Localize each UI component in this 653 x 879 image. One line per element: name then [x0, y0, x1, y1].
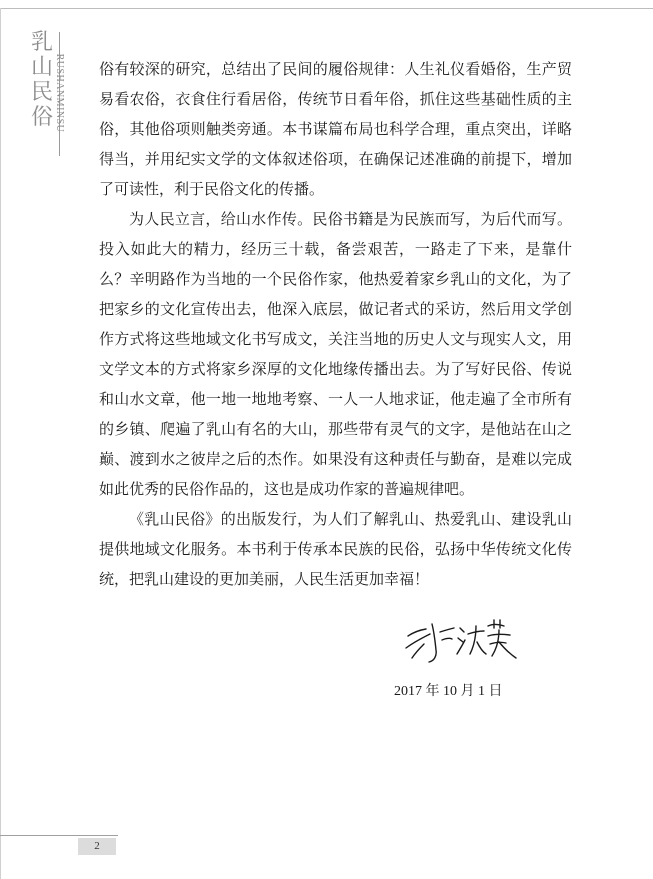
- signature-date: 2017 年 10 月 1 日: [394, 684, 503, 699]
- body-text: [99, 54, 572, 594]
- book-title-pinyin: RUSHANMINSU: [54, 53, 65, 133]
- paragraph-continuation: 俗有较深的研究，总结出了民间的履俗规律：人生礼仪看婚俗，生产贸易看农俗，衣食住行看居俗，传统节日看年俗，抓住这些基础性质的主俗，其他俗项则触类旁通。本书谋篇布局也科学合理，重点突出，详略得当，并用纪实文学的文体叙述俗项，在确保记述准确的前提下，增加了可读性，利于民俗文化的传播。: [99, 60, 572, 198]
- paragraph: 为人民立言，给山水作传。民俗书籍是为民族而写，为后代而写。投入如此大的精力，经历三十载，备尝艰苦，一路走了下来，是靠什么？辛明路作为当地的一个民俗作家，他热爱着家乡乳山的文化，为了把家乡的文化宣传出去，他深入底层，做记者式的采访，然后用文学创作方式将这些地域文化书写成文，关注当地的历史人文与现实人文，用文学文本的方式将家乡深厚的文化地缘传播出去。为了写好民俗、传说和山水文章，他一地一地地考察、一人一人地求证，他走遍了全市所有的乡镇、爬遍了乳山有名的大山，那些带有灵气的文字，是他站在山之巅、渡到水之彼岸之后的杰作。如果没有这种责任与勤奋，是难以完成如此优秀的民俗作品的，这也是成功作家的普遍规律吧。: [99, 210, 572, 498]
- paragraph: 《乳山民俗》的出版发行，为人们了解乳山、热爱乳山、建设乳山提供地域文化服务。本书利于传承本民族的民俗，弘扬中华传统文化传统，把乳山建设的更加美丽，人民生活更加幸福！: [99, 510, 572, 588]
- top-rule: [0, 8, 653, 9]
- footer-rule: [0, 835, 118, 836]
- handwritten-signature: [402, 614, 522, 672]
- book-title-vertical: 乳山民俗: [30, 30, 53, 130]
- page-number: 2: [78, 838, 116, 855]
- left-margin-rule: [0, 8, 1, 879]
